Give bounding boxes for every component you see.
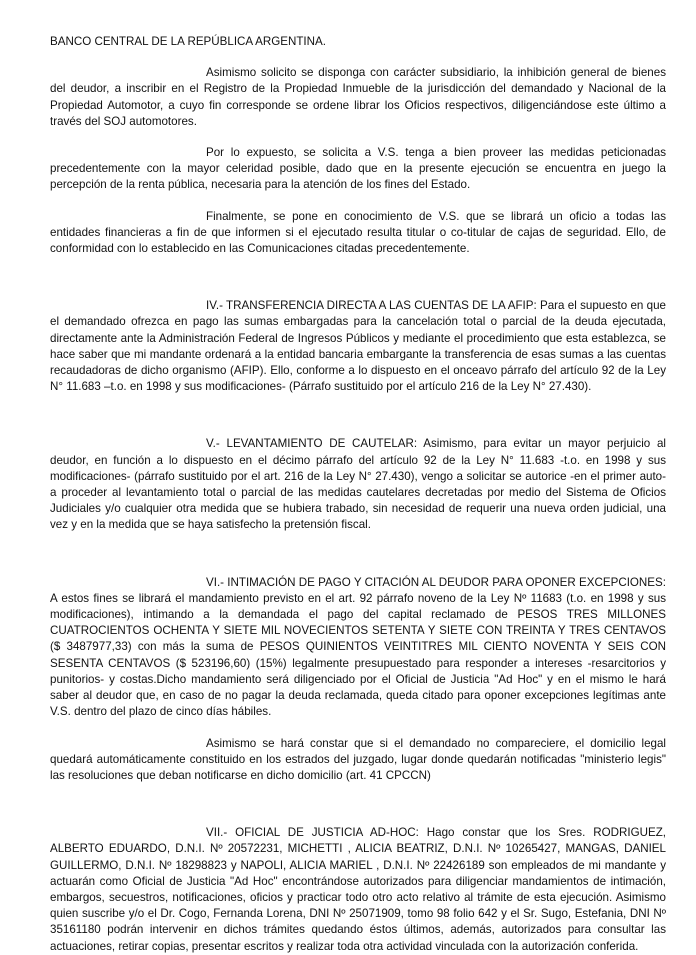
paragraph-domicilio-legal: Asimismo se hará constar que si el demandado no compareciere, el domicilio legal quedará automáticamente constituido en los estrados del juzgado, lugar donde quedarán notificadas "ministerio legis" las resoluciones que deban notificarse en dicho domicilio (art. 41 CPCCN) [50, 736, 666, 782]
section-vi-intimacion-pago: VI.- INTIMACIÓN DE PAGO Y CITACIÓN AL DEUDOR PARA OPONER EXCEPCIONES: A estos fines se librará el mandamiento previsto en el art. 92 párrafo noveno de la Ley Nº 11683 (t.o. en 1998 y sus modificaciones), intimando a la demandada el pago del capital reclamado de PESOS TRES MILLONES CUATROCIENTOS OCHENTA Y SIETE MIL NOVECIENTOS SETENTA Y SIETE CON TREINTA Y TRES CENTAVOS ($ 3487977,33) con más la suma de PESOS QUINIENTOS VEINTITRES MIL CIENTO NOVENTA Y SEIS CON SESENTA CENTAVOS ($ 523196,60) (15%) legalmente presupuestado para responder a intereses -resarcitorios y punitorios- y costas.Dicho mandamiento será diligenciado por el Oficial de Justicia "Ad Hoc" y en el mismo le hará saber al deudor que, en caso de no pagar la deuda reclamada, queda citado para oponer excepciones legítimas ante V.S. dentro del plazo de cinco días hábiles. [50, 575, 666, 719]
section-iv-transferencia-afip: IV.- TRANSFERENCIA DIRECTA A LAS CUENTAS DE LA AFIP: Para el supuesto en que el demandado ofrezca en pago las sumas embargadas para la cancelación total o parcial de la deuda ejecutada, directamente ante la Administración Federal de Ingresos Públicos y mediante el procedimiento que esta establezca, se hace saber que mi mandante ordenará a la entidad bancaria embargante la transferencia de esas sumas a las cuentas recaudadoras de dicho organismo (AFIP). Ello, conforme a lo dispuesto en el onceavo párrafo del artículo 92 de la Ley N° 11.683 –t.o. en 1998 y sus modificaciones- (Párrafo sustituido por el artículo 216 de la Ley N° 27.430). [50, 299, 666, 394]
section-vii-oficial-justicia: VII.- OFICIAL DE JUSTICIA AD-HOC: Hago constar que los Sres. RODRIGUEZ, ALBERTO EDUARDO, D.N.I. Nº 20572231, MICHETTI , ALICIA BEATRIZ, D.N.I. Nº 10265427, MANGAS, DANIEL GUILLERMO, D.N.I. Nº 18298823 y NAPOLI, ALICIA MARIEL , D.N.I. Nº 22426189 son empleados de mi mandante y actuarán como Oficial de Justicia "Ad Hoc" encontrándose autorizados para diligenciar mandamientos de intimación, embargos, secuestros, notificaciones, oficios y practicar todo otro acto relativo al trámite de esta ejecución. Asimismo quien suscribe y/o el Dr. Cogo, Fernanda Lorena, DNI Nº 25071909, tomo 98 folio 642 y el Sr. Sugo, Estefania, DNI Nº 35161180 podrán intervenir en dichos trámites quedando éstos últimos, además, autorizados para consultar las actuaciones, retirar copias, presentar escritos y realizar toda otra actividad vinculada con la autorización conferida. [50, 826, 666, 953]
paragraph-inhibicion: Asimismo solicito se disponga con carácter subsidiario, la inhibición general de bienes del deudor, a inscribir en el Registro de la Propiedad Inmueble de la jurisdicción del demandado y Nacional de la Propiedad Automotor, a cuyo fin corresponde se ordene librar los Oficios respectivos, diligenciándose este último a través del SOJ automotores. [50, 66, 666, 128]
opening-line: BANCO CENTRAL DE LA REPÚBLICA ARGENTINA. [50, 35, 326, 48]
paragraph-cajas-seguridad: Finalmente, se pone en conocimiento de V.S. que se librará un oficio a todas las entidades financieras a fin de que informen si el ejecutado resulta titular o co-titular de cajas de seguridad. Ello, de conformidad con lo establecido en las Comunicaciones citadas precedentemente. [50, 209, 666, 256]
section-v-levantamiento-cautelar: V.- LEVANTAMIENTO DE CAUTELAR: Asimismo, para evitar un mayor perjuicio al deudor, en función a lo dispuesto en el décimo párrafo del artículo 92 de la Ley N° 11.683 -t.o. en 1998 y sus modificaciones- (párrafo sustituido por el art. 216 de la Ley N° 27.430), vengo a solicitar se autorice -en el primer auto- a proceder al levantamiento total o parcial de las medidas cautelares decretadas por medio del Sistema de Oficios Judiciales y/o cualquier otra medida que se hubiera trabado, sin necesidad de requerir una nueva orden judicial, una vez y en la medida que se haya satisfecho la pretensión fiscal. [50, 437, 666, 532]
paragraph-celeridad: Por lo expuesto, se solicita a V.S. tenga a bien proveer las medidas peticionadas precedentemente con la mayor celeridad posible, dado que en la presente ejecución se encuentra en juego la percepción de la renta pública, necesaria para la atención de los fines del Estado. [50, 146, 666, 192]
